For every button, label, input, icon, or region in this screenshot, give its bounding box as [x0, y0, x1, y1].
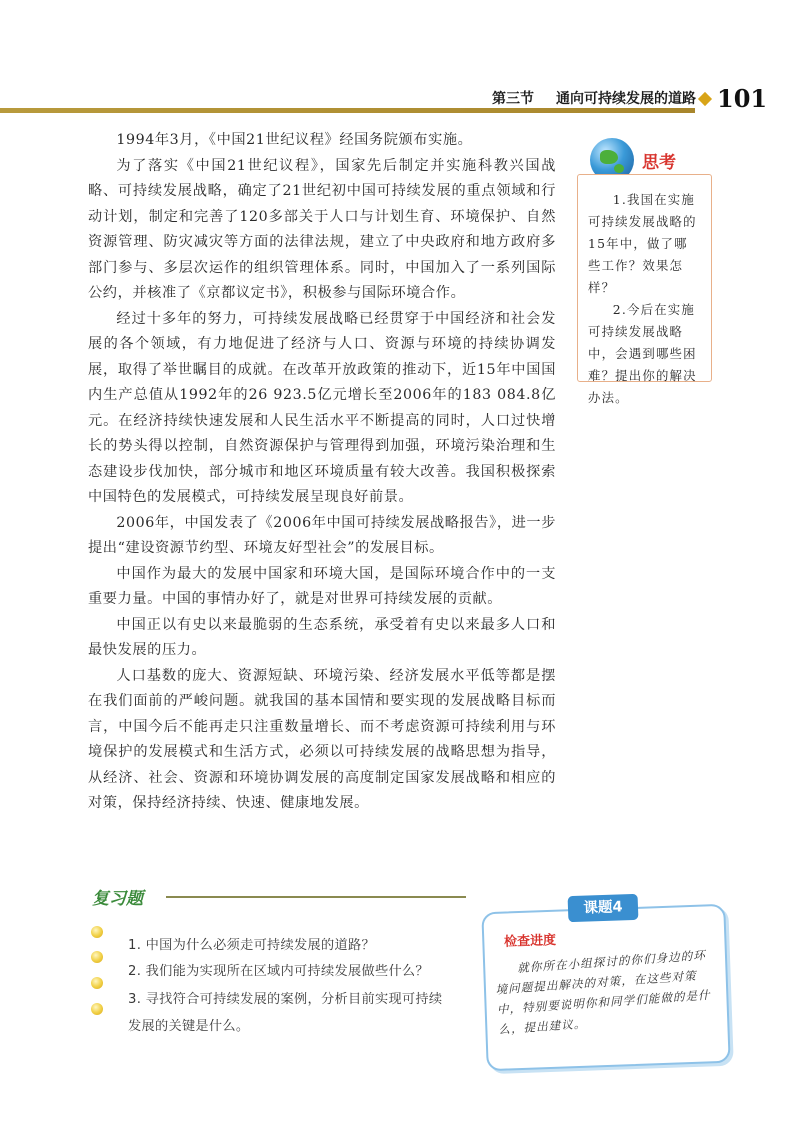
- paragraph: 2006年，中国发表了《2006年中国可持续发展战略报告》，进一步提出“建设资源节约型、环境友好型社会”的发展目标。: [88, 514, 556, 556]
- paragraph: 中国正以有史以来最脆弱的生态系统，承受着有史以来最多人口和最快发展的压力。: [88, 616, 556, 658]
- section-label: 第三节: [492, 91, 534, 107]
- bullet-icon: [91, 951, 103, 963]
- paragraph: 1994年3月，《中国21世纪议程》经国务院颁布实施。: [116, 132, 473, 148]
- review-rule: [166, 896, 466, 898]
- think-question: 1.我国在实施可持续发展战略的15年中，做了哪些工作？效果怎样？: [588, 192, 697, 295]
- header-rule: [0, 108, 695, 113]
- bullet-icon: [91, 1003, 103, 1015]
- running-header: [492, 88, 696, 108]
- task-body: [493, 944, 718, 1039]
- bullet-icon: [91, 926, 103, 938]
- think-title: 思考: [642, 152, 676, 173]
- paragraph: 中国作为最大的发展中国家和环境大国，是国际环境合作中的一支重要力量。中国的事情办好了，就是对世界可持续发展的贡献。: [88, 565, 556, 607]
- review-question: 2. 我们能为实现所在区域内可持续发展做些什么？: [128, 964, 429, 979]
- main-body: [88, 128, 556, 817]
- bullet-icon: [91, 977, 103, 989]
- task-text: 就你所在小组探讨的你们身边的环境问题提出解决的对策，在这些对策中，特别要说明你和同学们能做的是什么，提出建议。: [495, 947, 712, 1037]
- diamond-icon: [698, 92, 712, 106]
- think-question: 2.今后在实施可持续发展战略中，会遇到哪些困难？提出你的解决办法。: [588, 302, 697, 405]
- review-question-cont: 发展的关键是什么。: [128, 1019, 250, 1034]
- review-question: 1. 中国为什么必须走可持续发展的道路？: [128, 938, 375, 953]
- think-box: [577, 174, 712, 405]
- page-number: 101: [717, 84, 768, 113]
- chapter-title: 通向可持续发展的道路: [556, 91, 696, 107]
- paragraph: 经过十多年的努力，可持续发展战略已经贯穿于中国经济和社会发展的各个领域，有力地促进了经济与人口、资源与环境的持续协调发展，取得了举世瞩目的成就。在改革开放政策的推动下，近15年中国国内生产总值从1992年的26 923.5亿元增长至2006年的183 084.8亿元。在经济持续快速发展和人民生活水平不断提高的同时，人口过快增长的势头得以控制，自然资源保护与管理得到加强，环境污染治理和生态建设步伐加快，部分城市和地区环境质量有较大改善。我国积极探索中国特色的发展模式，可持续发展呈现良好前景。: [88, 310, 556, 505]
- review-question: 3. 寻找符合可持续发展的案例，分析目前实现可持续: [128, 992, 443, 1007]
- paragraph: 为了落实《中国21世纪议程》，国家先后制定并实施科教兴国战略、可持续发展战略，确定了21世纪初中国可持续发展的重点领域和行动计划，制定和完善了120多部关于人口与计划生育、环境保护、自然资源管理、防灾减灾等方面的法律法规，建立了中央政府和地方政府多部门参与、多层次运作的组织管理体系。同时，中国加入了一系列国际公约，并核准了《京都议定书》，积极参与国际环境合作。: [88, 157, 556, 301]
- review-title: 复习题: [92, 889, 143, 909]
- task-subtitle: 检查进度: [503, 933, 557, 950]
- task-tab: 课题4: [568, 894, 639, 922]
- paragraph: 人口基数的庞大、资源短缺、环境污染、经济发展水平低等都是摆在我们面前的严峻问题。就我国的基本国情和要实现的发展战略目标而言，中国今后不能再走只注重数量增长、而不考虑资源可持续利用与环境保护的发展模式和生活方式，必须以可持续发展的战略思想为指导，从经济、社会、资源和环境协调发展的高度制定国家发展战略和相应的对策，保持经济持续、快速、健康地发展。: [88, 667, 556, 811]
